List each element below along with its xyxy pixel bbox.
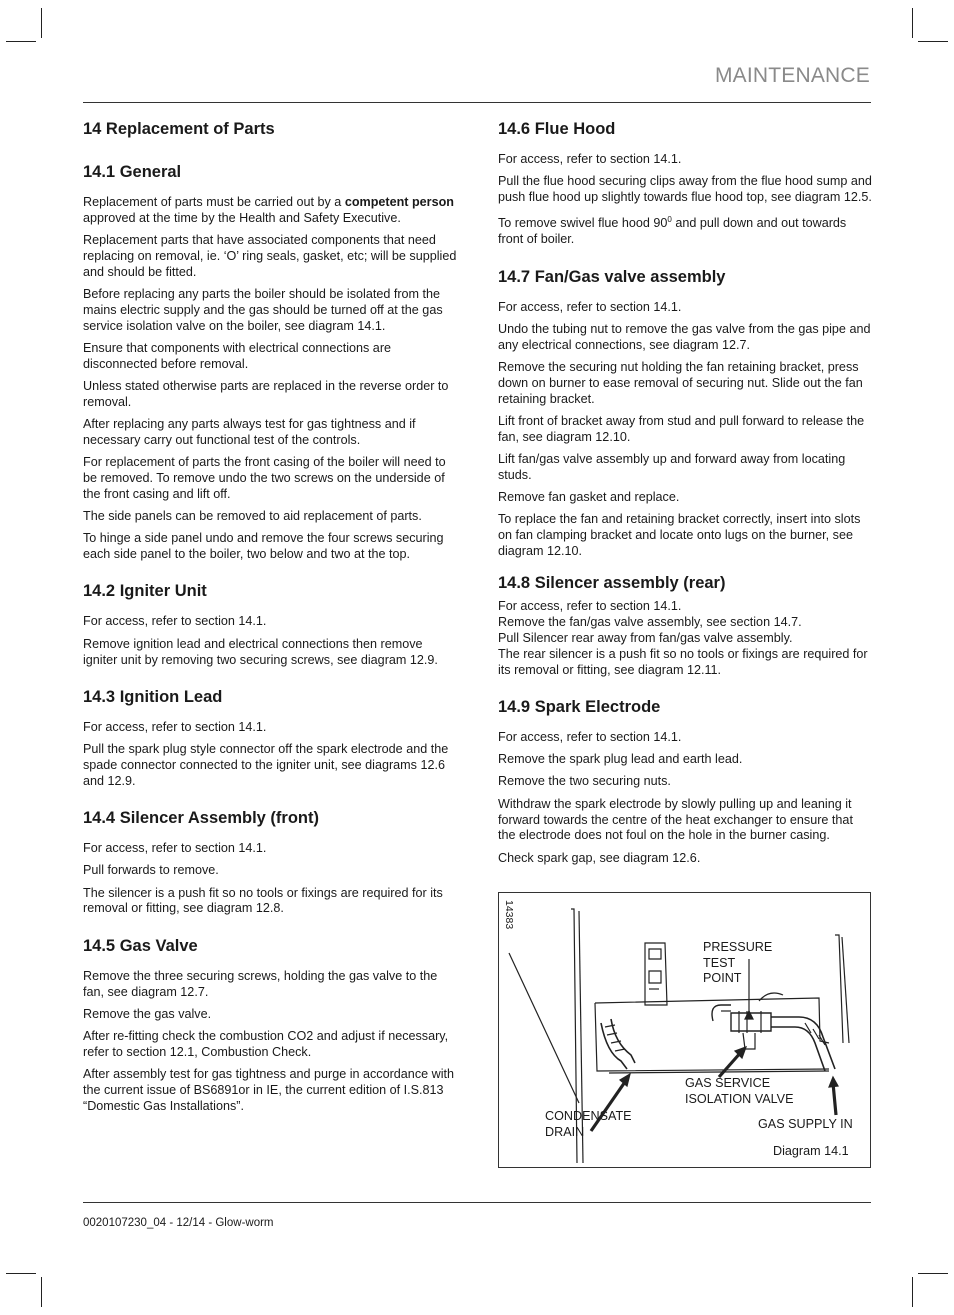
paragraph: After re-fitting check the combustion CO2 and adjust if necessary, refer to section 12.1, Combustion Check. (83, 1029, 449, 1059)
paragraph: Remove fan gasket and replace. (498, 490, 680, 505)
paragraph: To replace the fan and retaining bracket correctly, insert into slots on fan clamping bracket and locate onto lugs on the burner, see diagram 12.10. (498, 512, 861, 559)
diagram-caption: Diagram 14.1 (773, 1144, 849, 1158)
paragraph: The side panels can be removed to aid replacement of parts. (83, 509, 422, 524)
footer-rule (83, 1202, 871, 1203)
paragraph: Pull Silencer rear away from fan/gas valve assembly. (498, 630, 793, 645)
label-pressure-test-point: PRESSURE TEST POINT (703, 940, 773, 985)
paragraph: After assembly test for gas tightness and purge in accordance with the current issue of BS6891or in IE, the current edition of I.S.813 “Domestic Gas Installations”. (83, 1067, 455, 1113)
header-rule (83, 102, 871, 103)
label-gas-supply-in: GAS SUPPLY IN (758, 1117, 853, 1131)
paragraph: For access, refer to section 14.1. (498, 599, 682, 614)
paragraph: For access, refer to section 14.1. (498, 729, 682, 744)
emphasis: competent person (344, 195, 454, 209)
heading-gas-valve: 14.5 Gas Valve (83, 936, 198, 955)
paragraph: For access, refer to section 14.1. (83, 719, 267, 734)
paragraph: For access, refer to section 14.1. (498, 152, 682, 166)
paragraph: Before replacing any parts the boiler should be isolated from the mains electric supply and the gas should be turned off at the gas service isolation valve on the boiler, see diagram 14.1. (83, 286, 443, 333)
right-column (498, 120, 872, 873)
heading-fan-gas-valve: 14.7 Fan/Gas valve assembly (498, 267, 726, 286)
paragraph: Check spark gap, see diagram 12.6. (498, 850, 701, 865)
paragraph: For access, refer to section 14.1. (498, 299, 682, 314)
heading-silencer-rear: 14.8 Silencer assembly (rear) (498, 574, 726, 593)
label-condensate-drain: CONDENSATE DRAIN (545, 1109, 632, 1139)
heading-flue-hood: 14.6 Flue Hood (498, 120, 616, 138)
paragraph: Lift fan/gas valve assembly up and forward away from locating studs. (498, 452, 846, 482)
paragraph: After replacing any parts always test for gas tightness and if necessary carry out functional test of the controls. (83, 417, 416, 447)
crop-mark (41, 8, 42, 38)
paragraph: Pull forwards to remove. (83, 863, 219, 878)
paragraph: For access, refer to section 14.1. (83, 841, 267, 856)
diagram-reference-id: 14383 (503, 900, 515, 930)
paragraph: For access, refer to section 14.1. (83, 614, 267, 629)
paragraph: Remove the spark plug lead and earth lead. (498, 752, 743, 767)
page-header-title: MAINTENANCE (714, 64, 870, 87)
crop-mark (918, 41, 948, 42)
heading-igniter-unit: 14.2 Igniter Unit (83, 582, 207, 601)
paragraph: Pull the spark plug style connector off the spark electrode and the spade connector connected to the igniter unit, see diagrams 12.6 and 12.9. (83, 742, 449, 788)
paragraph: Remove the securing nut holding the fan retaining bracket, press down on burner to ease removal of securing nut. Slide out the fan retaining bracket. (498, 360, 863, 406)
heading-general: 14.1 General (83, 163, 182, 181)
paragraph: To hinge a side panel undo and remove the four screws securing each side panel to the boiler, two below and two at the top. (83, 531, 444, 562)
paragraph: To remove swivel flue hood $90^0$ and pull down and out towards front of boiler. (498, 215, 847, 247)
paragraph: The rear silencer is a push fit so no tools or fixings are required for its removal or fitting, see diagram 12.11. (498, 646, 868, 677)
crop-mark (912, 8, 913, 38)
diagram-14-1 (498, 892, 871, 1168)
paragraph: The silencer is a push fit so no tools or fixings are required for its removal or fitting, see diagram 12.8. (83, 885, 443, 916)
crop-mark (6, 41, 36, 42)
paragraph: Remove the fan/gas valve assembly, see section 14.7. (498, 615, 802, 630)
heading-silencer-front: 14.4 Silencer Assembly (front) (83, 809, 319, 828)
footer-document-code: 0020107230_04 - 12/14 - Glow-worm (83, 1217, 274, 1229)
crop-mark (912, 1277, 913, 1307)
paragraph: Remove the two securing nuts. (498, 774, 671, 789)
paragraph: Unless stated otherwise parts are replaced in the reverse order to removal. (83, 378, 449, 409)
paragraph: Remove the gas valve. (83, 1006, 212, 1021)
crop-mark (918, 1273, 948, 1274)
paragraph: Remove the three securing screws, holding the gas valve to the fan, see diagram 12.7. (83, 968, 438, 999)
paragraph: Pull the flue hood securing clips away from the flue hood sump and push flue hood up slightly towards flue hood top, see diagram 12.5. (498, 174, 872, 205)
paragraph: Replacement parts that have associated components that need replacing on removal, ie. ‘O’ ring seals, gasket, etc; will be supplied and should be fitted. (83, 233, 457, 279)
crop-mark (41, 1277, 42, 1307)
paragraph: Remove ignition lead and electrical connections then remove igniter unit by removing two securing screws, see diagram 12.9. (83, 636, 438, 667)
paragraph: Ensure that components with electrical connections are disconnected before removal. (83, 340, 392, 371)
section-title: 14 Replacement of Parts (83, 120, 275, 138)
heading-spark-electrode: 14.9 Spark Electrode (498, 697, 661, 716)
paragraph: Withdraw the spark electrode by slowly pulling up and leaning it forward towards the centre of the heat exchanger to ensure that the electrode does not foul on the hole in the burner casing. (498, 796, 853, 843)
paragraph: For replacement of parts the front casing of the boiler will need to be removed. To remove undo the two screws on the underside of the front casing and lift off. (83, 455, 446, 501)
paragraph: Lift front of bracket away from stud and pull forward to release the fan, see diagram 12.10. (498, 413, 865, 444)
paragraph: Undo the tubing nut to remove the gas valve from the gas pipe and any electrical connections, see diagram 12.7. (498, 321, 871, 352)
paragraph: Replacement of parts must be carried out by a competent person approved at the time by the Health and Safety Executive. (83, 195, 454, 225)
left-column (83, 120, 459, 1121)
heading-ignition-lead: 14.3 Ignition Lead (83, 687, 223, 706)
label-gas-service-isolation-valve: GAS SERVICE ISOLATION VALVE (685, 1076, 794, 1106)
crop-mark (6, 1273, 36, 1274)
